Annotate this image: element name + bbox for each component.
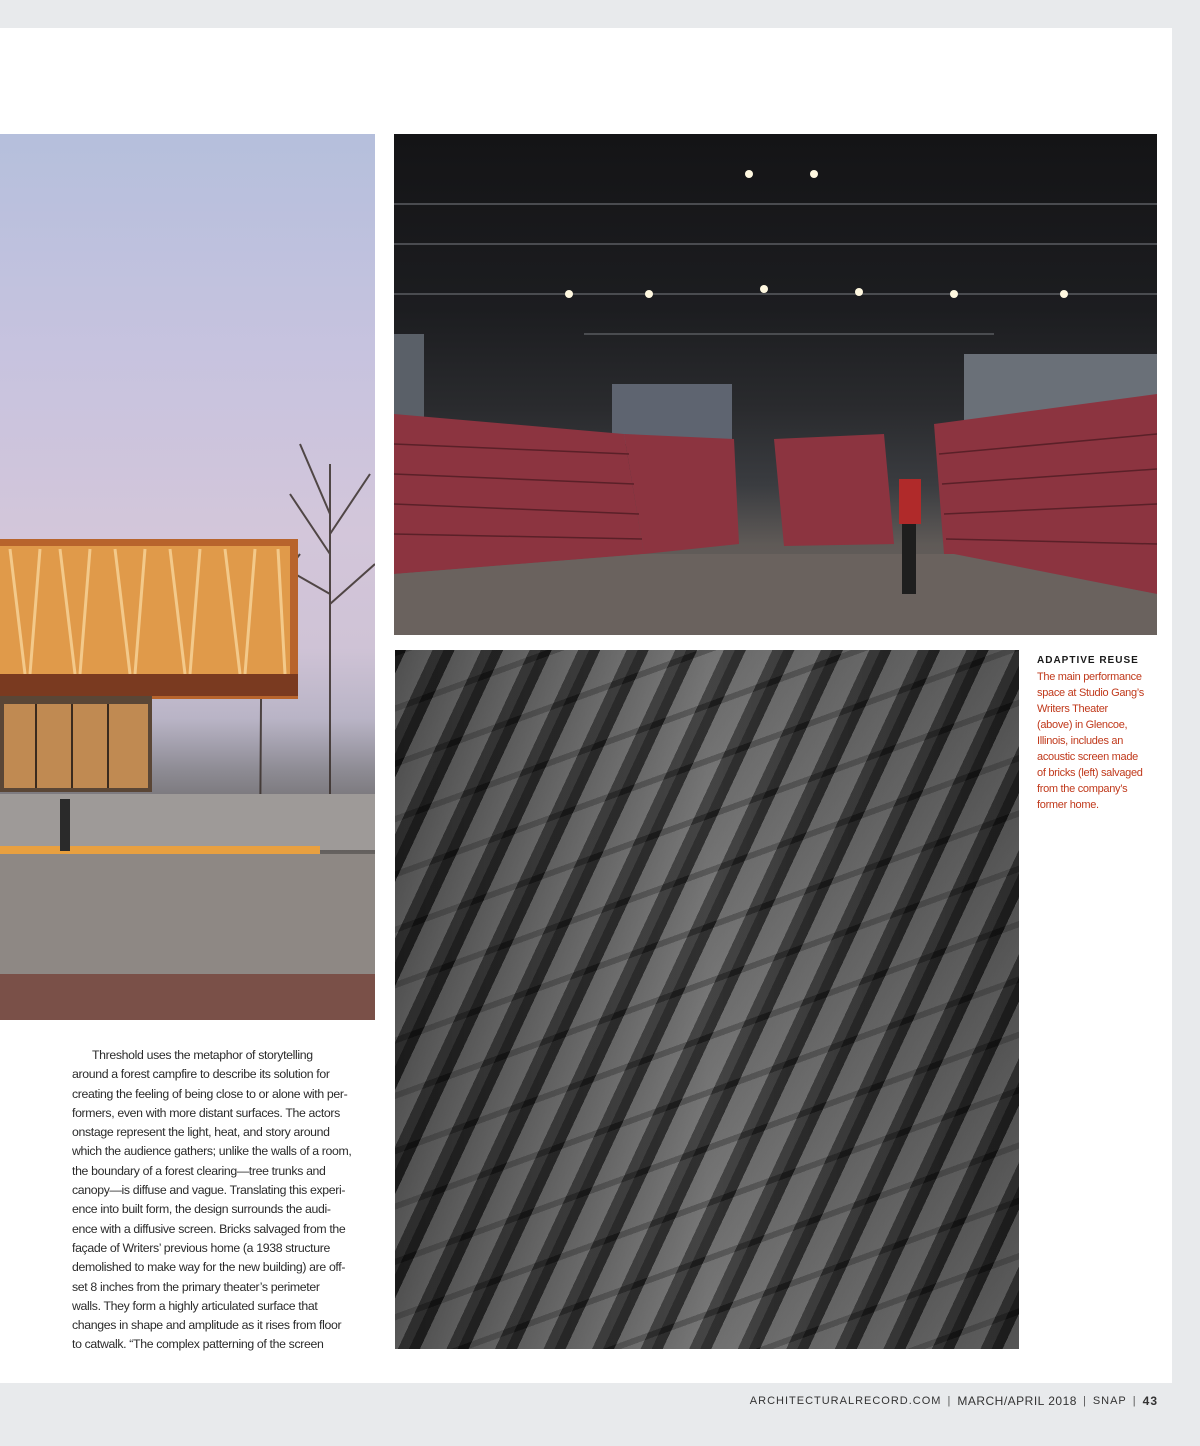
body-line: creating the feeling of being close to or alone with per- [72, 1086, 348, 1101]
body-line: set 8 inches from the primary theater’s perimeter [72, 1279, 320, 1294]
article-body-text [72, 1046, 377, 1355]
caption-line: The main performance [1037, 671, 1142, 683]
body-line: ence into built form, the design surrounds the audi- [72, 1202, 331, 1217]
caption-body [1037, 669, 1167, 813]
body-line: onstage represent the light, heat, and story around [72, 1125, 330, 1140]
caption-line: Writers Theater [1037, 703, 1108, 715]
body-line: façade of Writers’ previous home (a 1938 structure [72, 1240, 330, 1255]
theater-interior-photo [394, 134, 1157, 635]
body-line: the boundary of a forest clearing—tree trunks and [72, 1163, 326, 1178]
caption-line: acoustic screen made [1037, 751, 1138, 763]
body-line: canopy—is diffuse and vague. Translating this experi- [72, 1183, 346, 1198]
body-line: changes in shape and amplitude as it rises from floor [72, 1318, 342, 1333]
body-line: formers, even with more distant surfaces. The actors [72, 1105, 340, 1120]
footer-separator: | [1132, 1395, 1137, 1407]
caption-line: former home. [1037, 799, 1099, 811]
exterior-illustration [0, 134, 375, 1020]
body-line: walls. They form a highly articulated surface that [72, 1298, 318, 1313]
body-line: to catwalk. “The complex patterning of the screen [72, 1337, 324, 1352]
footer-site-link[interactable]: ARCHITECTURALRECORD.COM [749, 1395, 942, 1407]
caption-heading: ADAPTIVE REUSE [1037, 655, 1139, 666]
body-line: ence with a diffusive screen. Bricks salvaged from the [72, 1221, 346, 1236]
footer-section: SNAP [1092, 1395, 1127, 1407]
body-line: around a forest campfire to describe its solution for [72, 1067, 330, 1082]
caption-line: (above) in Glencoe, [1037, 719, 1128, 731]
footer-date: MARCH/APRIL 2018 [957, 1394, 1077, 1408]
body-line: Threshold uses the metaphor of storytelling [92, 1048, 313, 1062]
theater-illustration [394, 134, 1157, 635]
body-line: demolished to make way for the new building) are off- [72, 1260, 346, 1275]
body-line: which the audience gathers; unlike the walls of a room, [72, 1144, 352, 1159]
page-footer [750, 1394, 1158, 1408]
caption-line: space at Studio Gang’s [1037, 687, 1144, 699]
photo-caption [1037, 655, 1167, 813]
caption-line: Illinois, includes an [1037, 735, 1124, 747]
page-number: 43 [1142, 1394, 1158, 1408]
caption-line: from the company’s [1037, 783, 1128, 795]
footer-separator: | [947, 1395, 952, 1407]
caption-line: of bricks (left) salvaged [1037, 767, 1143, 779]
building-exterior-photo [0, 134, 375, 1020]
brick-screen-photo [395, 650, 1019, 1349]
footer-separator: | [1082, 1395, 1087, 1407]
